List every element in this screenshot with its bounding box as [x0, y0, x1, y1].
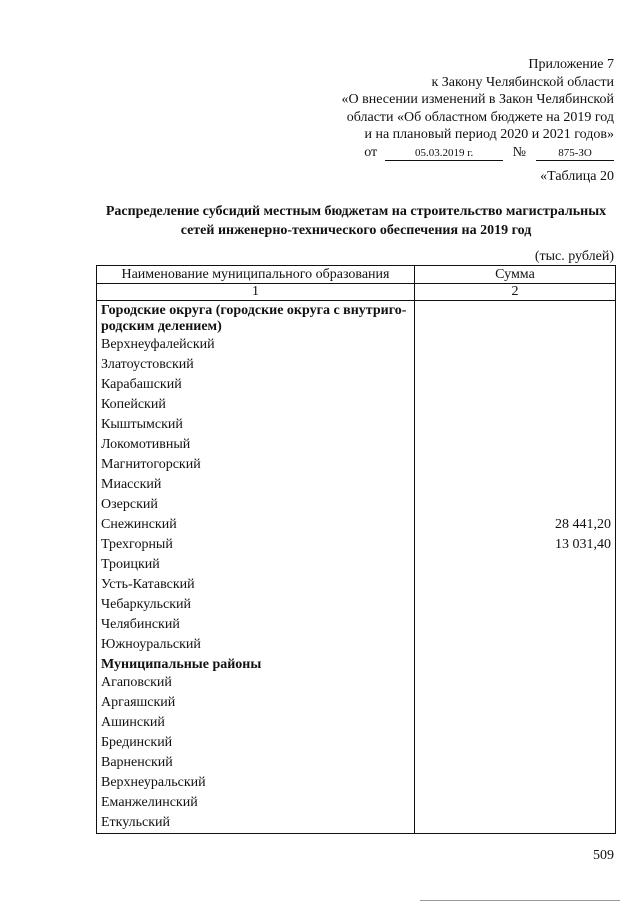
table-row [97, 515, 616, 535]
appendix-header [294, 56, 614, 161]
municipality-name: Чебаркульский [97, 595, 415, 615]
table-row [97, 335, 616, 355]
table-row [97, 435, 616, 455]
municipality-name: Локомотивный [97, 435, 415, 455]
municipality-name: Еманжелинский [97, 793, 415, 813]
table-row [97, 813, 616, 834]
column-header-sum: Сумма [414, 266, 615, 284]
municipality-name: Копейский [97, 395, 415, 415]
subsidy-amount [414, 455, 615, 475]
table-row [97, 615, 616, 635]
subsidy-amount [414, 673, 615, 693]
column-number-row [97, 284, 616, 301]
municipality-name: Челябинский [97, 615, 415, 635]
appendix-line: к Закону Челябинской области [431, 74, 614, 90]
law-reference-line [294, 144, 614, 162]
municipality-name: Верхнеуральский [97, 773, 415, 793]
table-row [97, 535, 616, 555]
table-header-row [97, 266, 616, 284]
document-title: Распределение субсидий местным бюджетам на строительство магистральных сетей инженерно-технического обеспечения на 2019 год [105, 204, 607, 238]
group-heading: Городские округа (городские округа с внутриго-родским делением) [97, 301, 415, 336]
number-prefix: № [512, 144, 526, 160]
subsidy-amount: 13 031,40 [414, 535, 615, 555]
group-heading: Муниципальные районы [97, 655, 415, 673]
appendix-line: области «Об областном бюджете на 2019 год [346, 109, 614, 125]
municipality-name: Верхнеуфалейский [97, 335, 415, 355]
subsidy-amount [414, 753, 615, 773]
subsidy-amount [414, 615, 615, 635]
subsidy-amount [414, 335, 615, 355]
table-row [97, 455, 616, 475]
appendix-line: и на плановый период 2020 и 2021 годов» [364, 127, 614, 142]
subsidy-amount [414, 495, 615, 515]
table-row [97, 395, 616, 415]
subsidy-amount [414, 595, 615, 615]
municipality-name: Варненский [97, 753, 415, 773]
page-number: 509 [593, 848, 614, 863]
appendix-line: «О внесении изменений в Закон Челябинской [341, 92, 614, 107]
subsidy-amount [414, 301, 615, 336]
subsidy-amount [414, 773, 615, 793]
subsidy-amount [414, 435, 615, 455]
table-group-row [97, 655, 616, 673]
table-row [97, 495, 616, 515]
table-row [97, 635, 616, 655]
unit-label: (тыс. рублей) [534, 249, 614, 264]
municipality-name: Карабашский [97, 375, 415, 395]
subsidy-amount [414, 813, 615, 834]
table-label: «Таблица 20 [540, 169, 614, 184]
table-row [97, 693, 616, 713]
table-row [97, 773, 616, 793]
column-header-name: Наименование муниципального образования [97, 266, 415, 284]
table-row [97, 575, 616, 595]
subsidy-table [96, 265, 616, 834]
law-date: 05.03.2019 г. [385, 147, 503, 161]
municipality-name: Усть-Катавский [97, 575, 415, 595]
column-number: 2 [414, 284, 615, 301]
municipality-name: Брединский [97, 733, 415, 753]
municipality-name: Трехгорный [97, 535, 415, 555]
law-number: 875-ЗО [536, 147, 614, 161]
table-row [97, 475, 616, 495]
subsidy-amount [414, 375, 615, 395]
municipality-name: Снежинский [97, 515, 415, 535]
municipality-name: Златоустовский [97, 355, 415, 375]
subsidy-amount [414, 693, 615, 713]
municipality-name: Агаповский [97, 673, 415, 693]
subsidy-amount [414, 655, 615, 673]
table-group-row [97, 301, 616, 336]
subsidy-amount [414, 793, 615, 813]
table-row [97, 673, 616, 693]
subsidy-amount [414, 355, 615, 375]
municipality-name: Троицкий [97, 555, 415, 575]
table-row [97, 355, 616, 375]
subsidy-amount [414, 733, 615, 753]
table-body [97, 301, 616, 834]
municipality-name: Ашинский [97, 713, 415, 733]
municipality-name: Кыштымский [97, 415, 415, 435]
municipality-name: Еткульский [97, 813, 415, 834]
table-row [97, 733, 616, 753]
subsidy-amount [414, 713, 615, 733]
municipality-name: Миасский [97, 475, 415, 495]
table-row [97, 713, 616, 733]
subsidy-amount [414, 395, 615, 415]
subsidy-amount [414, 575, 615, 595]
subsidy-amount [414, 415, 615, 435]
municipality-name: Аргаяшский [97, 693, 415, 713]
municipality-name: Южноуральский [97, 635, 415, 655]
subsidy-amount [414, 475, 615, 495]
table-row [97, 753, 616, 773]
date-prefix: от [364, 144, 378, 160]
subsidy-amount [414, 635, 615, 655]
subsidy-amount [414, 555, 615, 575]
table-row [97, 555, 616, 575]
bottom-divider [420, 900, 620, 901]
municipality-name: Магнитогорский [97, 455, 415, 475]
table-row [97, 595, 616, 615]
column-number: 1 [97, 284, 415, 301]
appendix-line: Приложение 7 [528, 57, 614, 72]
table-row [97, 793, 616, 813]
table-row [97, 375, 616, 395]
municipality-name: Озерский [97, 495, 415, 515]
table-row [97, 415, 616, 435]
subsidy-amount: 28 441,20 [414, 515, 615, 535]
